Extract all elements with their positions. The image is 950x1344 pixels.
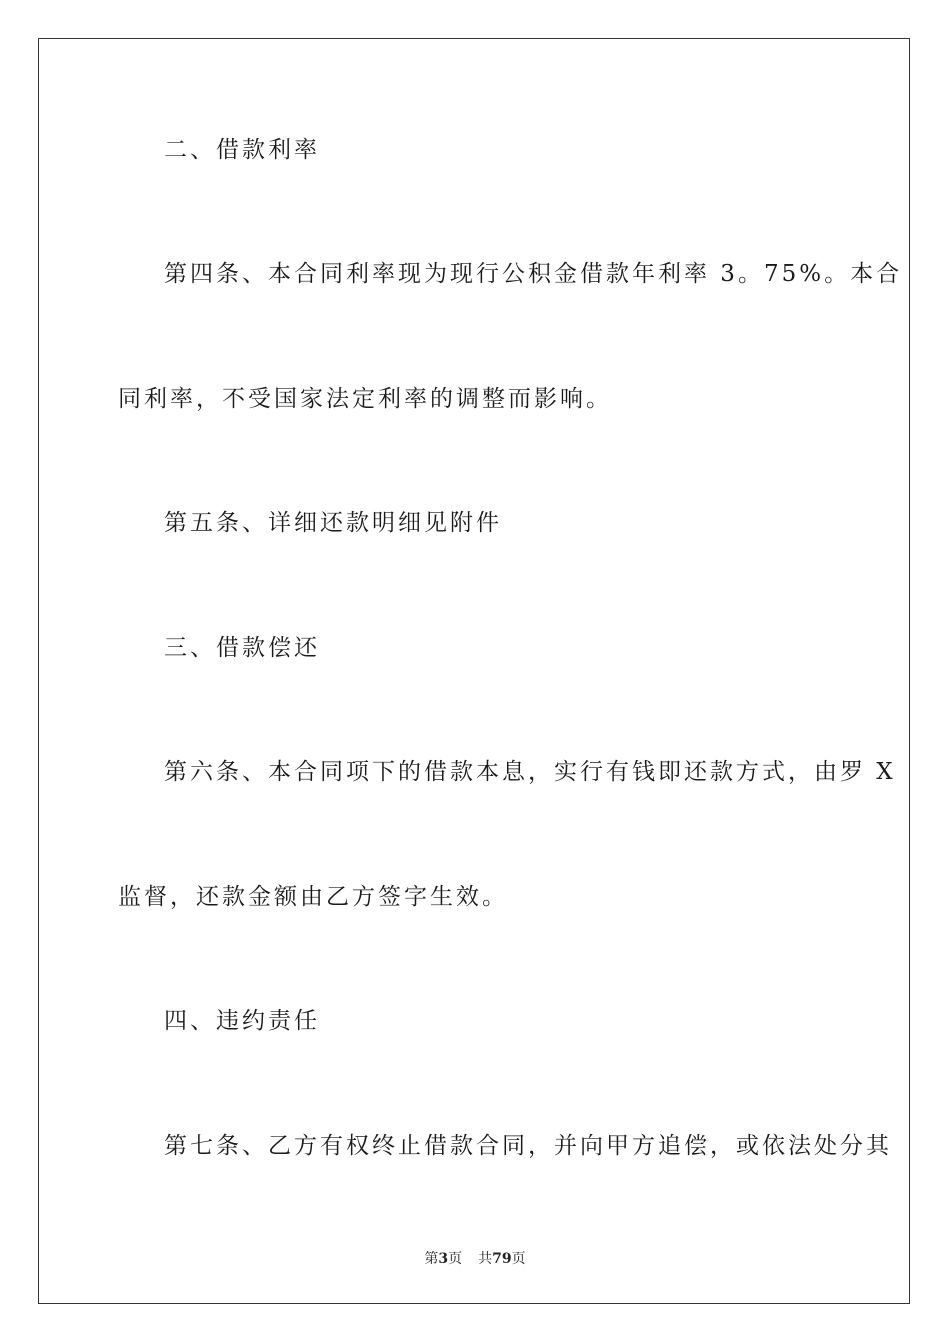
page-number: 3	[438, 1251, 449, 1267]
page-suffix: 页	[448, 1251, 463, 1267]
page-footer	[0, 1248, 950, 1268]
article-5-paragraph: 第五条、详细还款明细见附件	[164, 510, 502, 536]
section-heading-repayment: 三、借款偿还	[164, 635, 320, 661]
article-4-line-1: 第四条、本合同利率现为现行公积金借款年利率 3。75%。本合	[164, 261, 903, 287]
page-border	[38, 38, 910, 1304]
article-6-line-2: 监督，还款金额由乙方签字生效。	[118, 884, 508, 910]
article-7-line-1: 第七条、乙方有权终止借款合同，并向甲方追偿，或依法处分其	[164, 1133, 892, 1159]
article-6-line-1: 第六条、本合同项下的借款本息，实行有钱即还款方式，由罗 X	[164, 759, 896, 785]
total-suffix: 页	[511, 1251, 526, 1267]
article-4-line-2: 同利率，不受国家法定利率的调整而影响。	[118, 386, 612, 412]
total-prefix: 共	[478, 1251, 493, 1267]
section-heading-interest-rate: 二、借款利率	[164, 137, 320, 163]
total-pages: 79	[492, 1251, 512, 1267]
page-prefix: 第	[424, 1251, 439, 1267]
section-heading-liability: 四、违约责任	[164, 1008, 320, 1034]
